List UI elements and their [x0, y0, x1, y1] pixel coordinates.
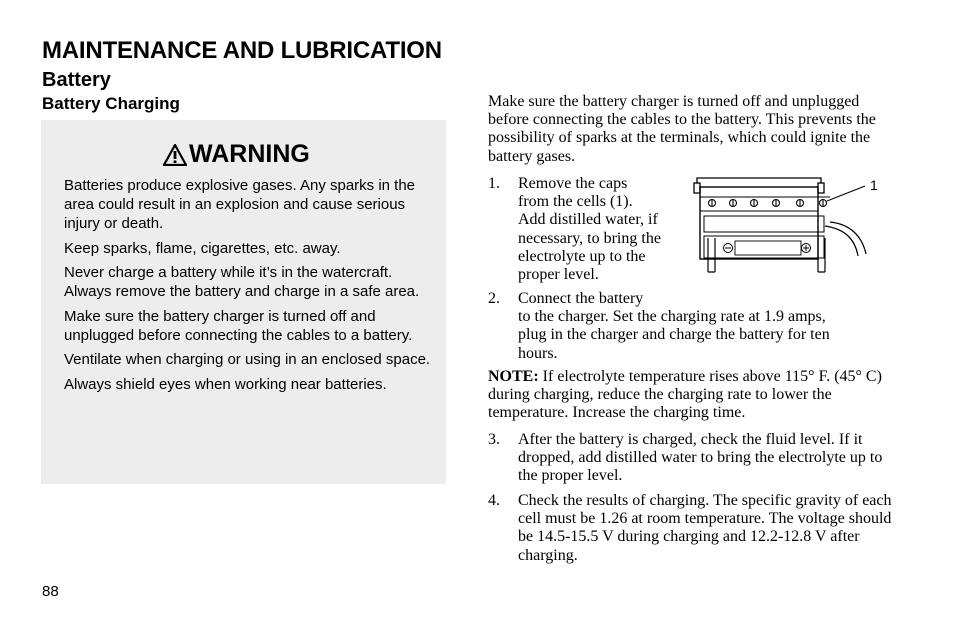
step-number: 4.: [488, 492, 500, 509]
warning-paragraph: Ventilate when charging or using in an enclosed space.: [64, 351, 431, 369]
step-line: necessary, to bring the: [518, 229, 661, 247]
step-line: hours.: [518, 344, 558, 362]
note-paragraph: [488, 368, 898, 423]
step-line: plug in the charger and charge the battery for ten: [518, 326, 830, 344]
note-label: NOTE:: [488, 368, 539, 385]
page-number: 88: [42, 583, 59, 600]
battery-illustration: [690, 174, 890, 284]
step-text: Check the results of charging. The specific gravity of each cell must be 1.26 at room temperature. The voltage should be 14.5-15.5 V during charging and 12.2-12.8 V after charging.: [518, 492, 892, 564]
step-line: from the cells (1).: [518, 193, 633, 211]
step-line: to the charger. Set the charging rate at 1.9 amps,: [518, 308, 826, 326]
step-line: Remove the caps: [518, 175, 628, 192]
step-number: 2.: [488, 290, 500, 307]
step-line: proper level.: [518, 266, 599, 284]
charger-clamps: [708, 222, 866, 272]
warning-paragraph: Keep sparks, flame, cigarettes, etc. away.: [64, 239, 341, 257]
warning-triangle-icon: [163, 144, 187, 166]
subsection-title: Battery: [42, 69, 111, 91]
intro-paragraph: Make sure the battery charger is turned off and unplugged before connecting the cables to the battery. This prevents the possibility of sparks at the terminals, which could ignite the battery gases.: [488, 93, 876, 165]
warning-title: WARNING: [189, 140, 310, 168]
topic-title: Battery Charging: [42, 94, 180, 113]
step-line: Add distilled water, if: [518, 211, 658, 229]
warning-paragraph: Never charge a battery while it’s in the watercraft. Always remove the battery and charge in a safe area.: [64, 264, 420, 301]
cell-caps: [709, 200, 827, 207]
warning-list: [64, 176, 436, 400]
step-text: After the battery is charged, check the fluid level. If it dropped, add distilled water to bring the electrolyte up to the proper level.: [518, 431, 883, 485]
step-number: 1.: [488, 175, 500, 192]
warning-heading: [163, 140, 310, 169]
step-line: Connect the battery: [518, 290, 644, 307]
step-line: electrolyte up to the: [518, 247, 646, 265]
warning-paragraph: Always shield eyes when working near batteries.: [64, 375, 387, 393]
warning-paragraph: Make sure the battery charger is turned off and unplugged before connecting the cables to a battery.: [64, 307, 413, 344]
note-text: If electrolyte temperature rises above 115° F. (45° C) during charging, reduce the charging rate to lower the temperature. Increase the charging time.: [488, 368, 882, 422]
step-number: 3.: [488, 431, 500, 448]
section-title: MAINTENANCE AND LUBRICATION: [42, 37, 442, 64]
warning-paragraph: Batteries produce explosive gases. Any sparks in the area could result in an explosion and cause serious injury or death.: [64, 177, 416, 232]
callout-label: 1: [870, 177, 878, 193]
